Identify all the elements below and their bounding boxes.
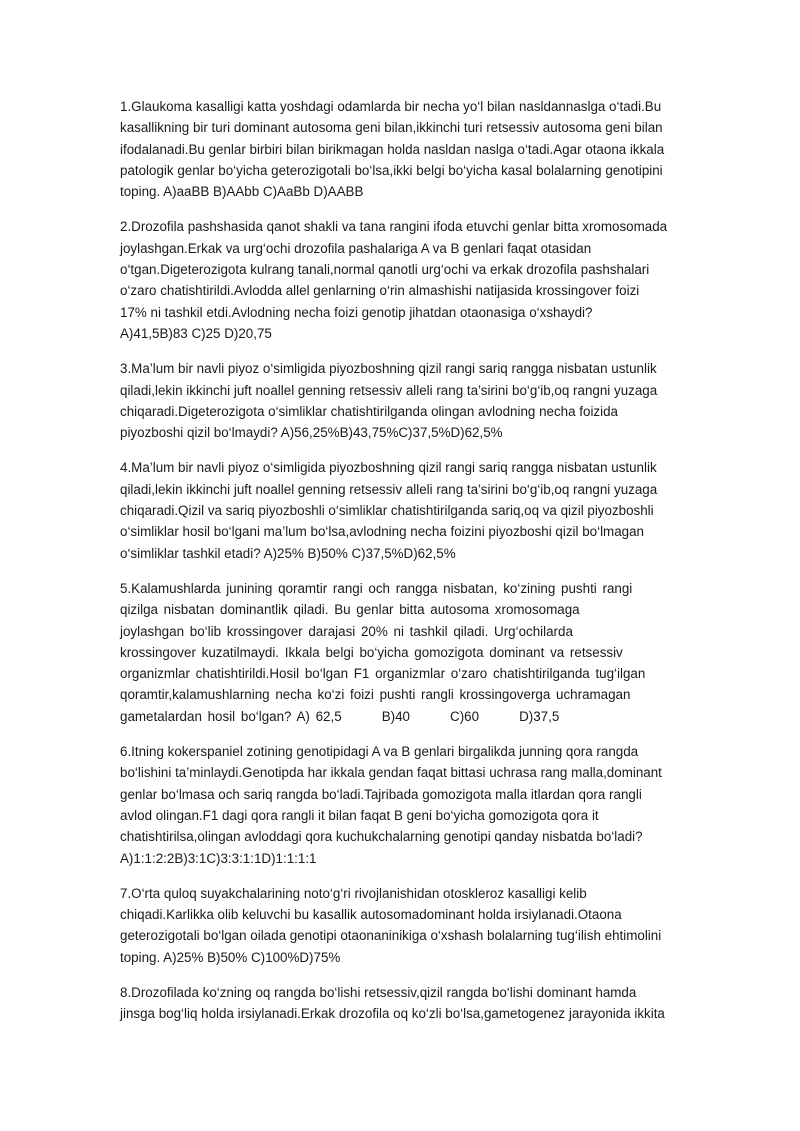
text-line: 8.Drozofilada ko‘zning oq rangda bo‘lishi retsessiv,qizil rangda bo‘lishi dominant hamda: [120, 984, 637, 1000]
text-line: qizilga nisbatan dominantlik qiladi. Bu genlar bitta autosoma xromosomaga: [120, 602, 580, 618]
text-line: 4.Ma’lum bir navli piyoz o‘simligida piyozboshning qizil rangi sariq rangga nisbatan ustunlik: [120, 460, 657, 476]
question-8: [120, 982, 690, 1025]
text-line: chiqadi.Karlikka olib keluvchi bu kasallik autosomadominant holda irsiylanadi.Otaona: [120, 907, 622, 923]
document-body: [120, 96, 690, 1039]
text-line: qiladi,lekin ikkinchi juft noallel genning retsessiv alleli rang ta’sirini bo‘g‘ib,oq rangni yuzaga: [120, 382, 658, 398]
text-line: avlod olingan.F1 dagi qora rangli it bilan faqat B geni bo‘yicha gomozigota qora it: [120, 807, 599, 823]
text-line: organizmlar chatishtirildi.Hosil bo‘lgan F1 organizmlar o‘zaro chatishtirilganda tug‘ilgan: [120, 666, 646, 682]
text-line: 1.Glaukoma kasalligi katta yoshdagi odamlarda bir necha yo‘l bilan nasldannaslga o‘tadi.Bu: [120, 99, 662, 114]
text-line: A)1:1:2:2B)3:1C)3:3:1:1D)1:1:1:1: [120, 850, 317, 866]
question-5: [120, 578, 690, 727]
text-line: o‘tgan.Digeterozigota kulrang tanali,normal qanotli urg‘ochi va erkak drozofila pashshalari: [120, 262, 650, 278]
text-line: toping. A)25% B)50% C)100%D)75%: [120, 949, 341, 965]
text-line: o‘simliklar tashkil etadi? A)25% B)50% C)37,5%D)62,5%: [120, 545, 456, 561]
text-line: qiladi,lekin ikkinchi juft noallel genning retsessiv alleli rang ta’sirini bo‘g‘ib,oq rangni yuzaga: [120, 481, 658, 497]
text-line: jinsga bog‘liq holda irsiylanadi.Erkak drozofila oq ko‘zli bo‘lsa,gametogenez jarayonida ikkita: [120, 1006, 665, 1022]
text-line: o‘simliklar hosil bo‘lgani ma’lum bo‘lsa,avlodning necha foizini piyozboshi qizil bo‘lmagan: [120, 524, 644, 540]
text-line: joylashgan.Erkak va urg‘ochi drozofila pashalariga A va B genlari faqat otasidan: [120, 240, 592, 256]
question-2: [120, 216, 690, 344]
question-7: [120, 883, 690, 968]
text-line: 5.Kalamushlarda junining qoramtir rangi och rangga nisbatan, ko‘zining pushti rangi: [120, 580, 633, 596]
text-line: geterozigotali bo‘lgan oilada genotipi otaonaninikiga o‘xshash bolalarning tug‘ilish ehtimolini: [120, 928, 662, 944]
text-line: chatishtirilsa,olingan avloddagi qora kuchukchalarning genotipi qanday nisbatda bo‘ladi?: [120, 829, 643, 845]
text-line: o‘zaro chatishtirildi.Avlodda allel genlarning o‘rin almashishi natijasida krossingover foizi: [120, 283, 640, 299]
question-4: [120, 457, 690, 563]
text-line: chiqaradi.Digeterozigota o‘simliklar chatishtirilganda olingan avlodning necha foizida: [120, 403, 618, 419]
text-line: joylashgan bo‘lib krossingover darajasi 20% ni tashkil qiladi. Urg‘ochilarda: [120, 623, 573, 639]
text-line: chiqaradi.Qizil va sariq piyozboshli o‘simliklar chatishtirilganda sariq,oq va qizil piyozboshli: [120, 503, 654, 519]
text-line: A)41,5B)83 C)25 D)20,75: [120, 325, 272, 341]
text-line: toping. A)aaBB B)AAbb C)AaBb D)AABB: [120, 184, 364, 200]
text-line: 17% ni tashkil etdi.Avlodning necha foizi genotip jihatdan otaonasiga o‘xshaydi?: [120, 304, 593, 320]
text-line: 2.Drozofila pashshasida qanot shakli va tana rangini ifoda etuvchi genlar bitta xromosomada: [120, 219, 668, 235]
text-line: 6.Itning kokerspaniel zotining genotipidagi A va B genlari birgalikda junning qora rangda: [120, 744, 639, 760]
text-line: qoramtir,kalamushlarning necha ko‘zi foizi pushti rangli krossingoverga uchramagan: [120, 687, 631, 703]
text-line: krossingover kuzatilmaydi. Ikkala belgi bo‘yicha gomozigota dominant va retsessiv: [120, 644, 623, 660]
text-line: kasallikning bir turi dominant autosoma geni bilan,ikkinchi turi retsessiv autosoma geni bilan: [120, 120, 663, 136]
question-3: [120, 358, 690, 443]
text-line: genlar bo‘lmasa och sariq rangda bo‘ladi.Tajribada gomozigota malla itlardan qora rangli: [120, 786, 642, 802]
text-line: patologik genlar bo‘yicha geterozigotali bo‘lsa,ikki belgi bo‘yicha kasal bolalarning genotipini: [120, 162, 663, 178]
text-line: 3.Ma’lum bir navli piyoz o‘simligida piyozboshning qizil rangi sariq rangga nisbatan ustunlik: [120, 361, 657, 377]
text-line: ifodalanadi.Bu genlar birbiri bilan birikmagan holda nasldan naslga o‘tadi.Agar otaona ikkala: [120, 141, 665, 157]
text-line: 7.O‘rta quloq suyakchalarining noto‘g‘ri rivojlanishidan otoskleroz kasalligi kelib: [120, 885, 587, 901]
text-line: gametalardan hosil bo‘lgan? A) 62,5 B)40 C)60 D)37,5: [120, 708, 560, 724]
text-line: bo‘lishini ta’minlaydi.Genotipda har ikkala gendan faqat bittasi uchrasa rang malla,dominant: [120, 765, 662, 781]
question-1: [120, 96, 690, 202]
text-line: piyozboshi qizil bo‘lmaydi? A)56,25%B)43,75%C)37,5%D)62,5%: [120, 425, 503, 441]
question-6: [120, 741, 690, 869]
